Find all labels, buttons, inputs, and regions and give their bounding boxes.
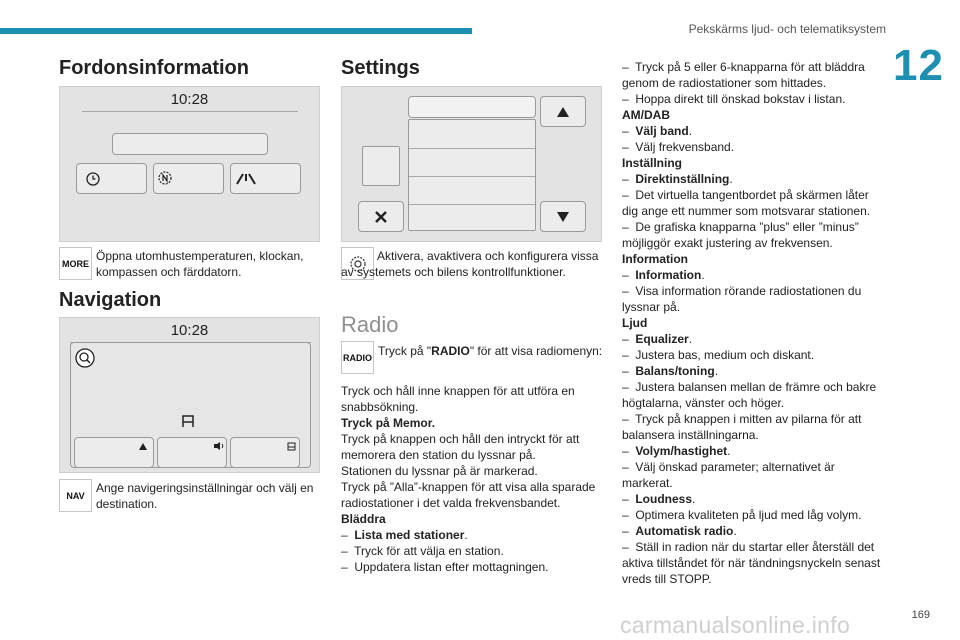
settings-side-box[interactable] — [362, 146, 400, 186]
nav-bottom-button-1[interactable] — [74, 437, 154, 468]
balans-label: Balans/toning — [635, 364, 715, 378]
heading-settings: Settings — [341, 57, 420, 79]
list-item: – Automatisk radio. — [622, 524, 737, 538]
speaker-icon — [214, 442, 224, 450]
loudness-label: Loudness — [635, 492, 693, 506]
list-item: – Välj frekvensband. — [622, 140, 735, 154]
list-item: – Information. — [622, 268, 705, 282]
list-item: – Volym/hastighet. — [622, 444, 731, 458]
radio-p1: Tryck och håll inne knappen för att utföra en snabbsökning. — [341, 384, 575, 414]
settings-list[interactable] — [408, 119, 536, 231]
valj-band-label: Välj band — [635, 124, 689, 138]
list-item: – Uppdatera listan efter mottagningen. — [341, 560, 549, 574]
screen-fordonsinformation — [59, 86, 320, 242]
arrow-down-icon — [557, 212, 569, 222]
radio-button-icon: RADIO — [341, 341, 374, 374]
settings-list-header[interactable] — [408, 96, 536, 118]
bladdra-b2: Uppdatera listan efter mottagningen. — [354, 560, 549, 574]
map-settings-icon — [287, 442, 296, 451]
nav-button-icon: NAV — [59, 479, 92, 512]
list-item: – Välj önskad parameter; alternativet är markerat. — [622, 460, 835, 490]
vehicle-position-icon — [180, 413, 196, 429]
more-button-icon: MORE — [59, 247, 92, 280]
list-item: – Justera balansen mellan de främre och bakre högtalarna, vänster och höger. — [622, 380, 877, 410]
list-divider — [409, 176, 535, 177]
heading-radio: Radio — [341, 312, 399, 337]
rc-l12: Ställ in radion när du startar eller återställ det aktiva tillståndet för när tändningsnyckeln senast vreds till STOPP. — [622, 540, 881, 586]
radio-intro-pre: Tryck på " — [378, 344, 432, 358]
list-item: – Ställ in radion när du startar eller återställ det aktiva tillståndet för när tändningsnyckeln senast vreds till STOPP. — [622, 540, 881, 586]
right-column-text — [622, 59, 884, 587]
arrow-up-icon — [557, 107, 569, 117]
screen-clock: 10:28 — [170, 322, 209, 339]
radio-intro-bold: RADIO — [431, 344, 470, 358]
settings-description: Aktivera, avaktivera och konfigurera vissa av systemets och bilens kontrollfunktioner. — [341, 249, 599, 279]
list-item: – Direktinställning. — [622, 172, 733, 186]
rc-l11: Optimera kvaliteten på ljud med låg volym. — [635, 508, 862, 522]
list-item: – Visa information rörande radiostationen du lyssnar på. — [622, 284, 862, 314]
bladdra-heading: Bläddra — [341, 512, 386, 526]
list-item: – Equalizer. — [622, 332, 693, 346]
list-item: – De grafiska knapparna ”plus” eller ”minus” möjliggör exakt justering av frekvensen. — [622, 220, 859, 250]
rc-l10: Välj önskad parameter; alternativet är markerat. — [622, 460, 835, 490]
list-item: – Optimera kvaliteten på ljud med låg volym. — [622, 508, 862, 522]
watermark: carmanualsonline.info — [620, 612, 851, 638]
screen-divider — [82, 111, 298, 112]
fordon-description: Öppna utomhustemperaturen, klockan, kompassen och färddatorn. — [96, 249, 304, 279]
list-item: – Justera bas, medium och diskant. — [622, 348, 815, 362]
search-icon[interactable] — [74, 347, 96, 369]
screen-navigation — [59, 317, 320, 473]
rc-l4: Det virtuella tangentbordet på skärmen låter dig ange ett nummer som motsvarar stationen. — [622, 188, 871, 218]
bladdra-b1: Tryck för att välja en station. — [354, 544, 504, 558]
heading-navigation: Navigation — [59, 289, 162, 311]
list-item: – Hoppa direkt till önskad bokstav i listan. — [622, 92, 846, 106]
triangle-up-icon — [139, 443, 147, 450]
list-divider — [409, 148, 535, 149]
rc-l5: De grafiska knapparna ”plus” eller ”minus” möjliggör exakt justering av frekvensen. — [622, 220, 859, 250]
equalizer-label: Equalizer — [635, 332, 689, 346]
rc-l9: Tryck på knappen i mitten av pilarna för att balansera inställningarna. — [622, 412, 862, 442]
close-icon — [375, 211, 387, 223]
clock-icon — [85, 171, 101, 187]
rc-l2: Hoppa direkt till önskad bokstav i listan. — [635, 92, 846, 106]
list-item: – Välj band. — [622, 124, 693, 138]
direkt-label: Direktinställning — [635, 172, 730, 186]
navigation-description: Ange navigeringsinställningar och välj en destination. — [96, 481, 314, 511]
trip-computer-icon — [235, 172, 257, 186]
compass-icon — [157, 170, 173, 186]
screen-info-field[interactable] — [112, 133, 268, 155]
list-item: – Balans/toning. — [622, 364, 719, 378]
radio-p4: Tryck på ”Alla”-knappen för att visa alla sparade radiostationer i det valda frekvensbandet. — [341, 480, 596, 510]
close-button[interactable] — [358, 201, 404, 232]
screen-settings — [341, 86, 602, 242]
chapter-number: 12 — [893, 41, 944, 90]
list-divider — [409, 204, 535, 205]
list-item: – Tryck för att välja en station. — [341, 544, 504, 558]
installning-heading: Inställning — [622, 156, 682, 170]
radio-p2: Tryck på knappen och håll den intryckt för att memorera den station du lyssnar på. — [341, 432, 580, 462]
radio-intro — [378, 343, 608, 359]
lista-label: Lista med stationer — [354, 528, 465, 542]
compass-button[interactable] — [153, 163, 224, 194]
volym-label: Volym/hastighet — [635, 444, 728, 458]
nav-bottom-button-2[interactable] — [157, 437, 227, 468]
running-header: Pekskärms ljud- och telematiksystem — [688, 22, 886, 36]
clock-button[interactable] — [76, 163, 147, 194]
radio-p3: Stationen du lyssnar på är markerad. — [341, 464, 538, 478]
list-item: – Lista med stationer. — [341, 528, 468, 542]
memo-heading: Tryck på Memor. — [341, 416, 436, 430]
screen-clock: 10:28 — [170, 91, 209, 108]
trip-computer-button[interactable] — [230, 163, 301, 194]
rc-l1: Tryck på 5 eller 6-knapparna för att bläddra genom de radiostationer som hittades. — [622, 60, 865, 90]
rc-l7: Justera bas, medium och diskant. — [635, 348, 815, 362]
scroll-up-button[interactable] — [540, 96, 586, 127]
ljud-heading: Ljud — [622, 316, 648, 330]
radio-intro-post: " för att visa radiomenyn: — [469, 344, 603, 358]
radio-body — [341, 383, 606, 575]
amdab-heading: AM/DAB — [622, 108, 670, 122]
heading-fordonsinformation: Fordonsinformation — [59, 57, 249, 79]
rc-l6: Visa information rörande radiostationen du lyssnar på. — [622, 284, 862, 314]
nav-bottom-button-3[interactable] — [230, 437, 300, 468]
rc-l8: Justera balansen mellan de främre och bakre högtalarna, vänster och höger. — [622, 380, 877, 410]
auto-radio-label: Automatisk radio — [635, 524, 734, 538]
list-item: – Tryck på knappen i mitten av pilarna för att balansera inställningarna. — [622, 412, 862, 442]
scroll-down-button[interactable] — [540, 201, 586, 232]
list-item: – Tryck på 5 eller 6-knapparna för att bläddra genom de radiostationer som hittades. — [622, 60, 865, 90]
list-item: – Loudness. — [622, 492, 696, 506]
information-label: Information — [635, 268, 702, 282]
page-number: 169 — [911, 609, 930, 621]
list-item: – Det virtuella tangentbordet på skärmen låter dig ange ett nummer som motsvarar stationen. — [622, 188, 871, 218]
rc-l3: Välj frekvensband. — [635, 140, 735, 154]
information-heading: Information — [622, 252, 688, 266]
